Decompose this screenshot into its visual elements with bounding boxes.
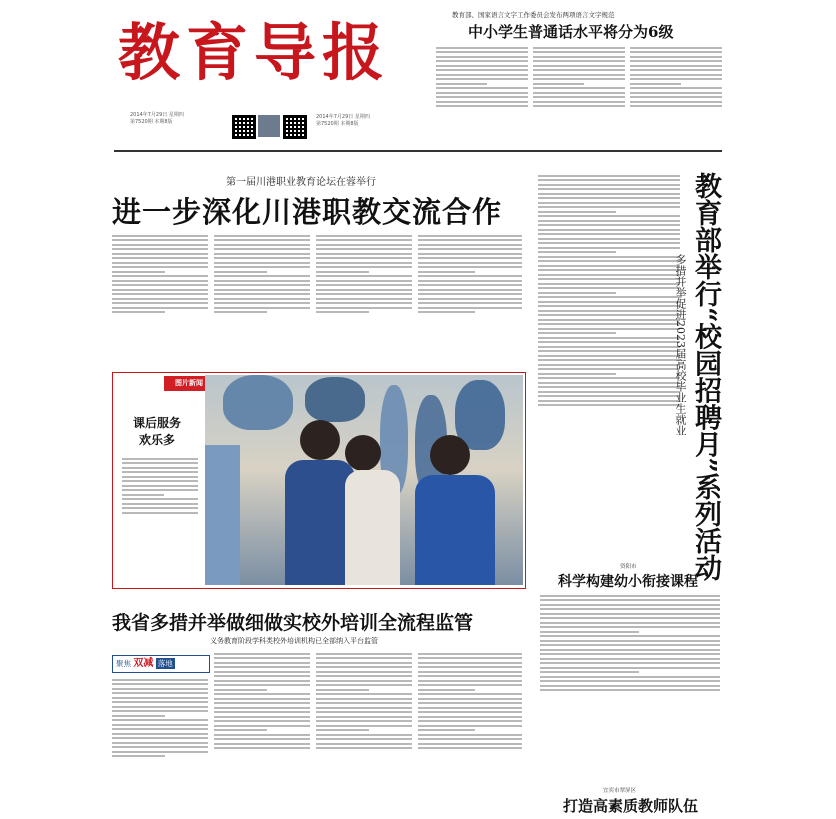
photo-news-badge: 图片新闻 [164,376,214,391]
logo-main: 双减 [133,658,154,669]
masthead-meta-line1: 2014年7月29日 星期四 [316,114,370,120]
main-story-headline: 进一步深化川港职教交流合作 [112,195,503,229]
student-body-2 [345,470,400,585]
double-reduction-logo [112,655,210,673]
student-head [300,420,340,460]
logo-post: 落地 [157,659,173,668]
edition-info-line1: 2014年7月29日 星期四 [130,112,184,118]
edition-info [130,112,220,126]
bottom-story-headline: 我省多措并举做细做实校外培训全流程监管 [112,612,474,634]
student-body-3 [415,475,495,585]
photo-news-caption [122,455,198,550]
logo-pre: 聚焦 [116,659,131,668]
main-story-col4 [418,232,522,360]
bottom-story-col1 [112,676,208,806]
photo-news-title-line2: 欢乐多 [138,433,175,447]
app-logo-icon [258,115,280,137]
edition-info-line2: 第7520期 本期8版 [130,119,173,126]
mid-right-headline: 科学构建幼小衔接课程 [558,574,698,590]
main-story-kicker: 第一届川港职业教育论坛在蓉举行 [226,177,376,188]
photo-news-image [205,375,523,585]
top-right-text-col3 [630,44,722,144]
qr-code-icon [232,115,256,139]
top-right-text-col2 [533,44,625,144]
mid-right-text [540,592,720,752]
masthead-title: 教育导报 [118,16,391,89]
hanging-cloth-left [205,445,240,585]
mid-right-kicker: 资阳市 [620,564,637,570]
photo-news-title-line1: 课后服务 [132,416,181,430]
main-story-col1 [112,232,208,360]
bottom-story-col4 [418,650,522,806]
bottom-right-headline: 打造高素质教师队伍 [563,797,699,815]
bottom-story-col2 [214,650,310,806]
top-right-kicker: 教育部、国家语言文字工作委员会发布两项语言文字规范 [452,11,615,19]
right-story-headline: 教育部举行“校园招聘月”系列活动 [690,172,721,582]
bottom-story-subhead: 义务教育阶段学科类校外培训机构已全部纳入平台监管 [210,637,378,645]
top-right-headline: 中小学生普通话水平将分为6级 [468,23,674,41]
tie-dye-cloth [223,375,293,430]
bottom-right-kicker: 宜宾市翠屏区 [603,788,637,794]
main-story-col3 [316,232,412,360]
main-story-col2 [214,232,310,360]
masthead-meta-line2: 第7520期 本期8版 [316,121,359,128]
right-story-text [538,172,680,542]
bottom-story-col3 [316,650,412,806]
tie-dye-cloth-2 [305,377,365,422]
qr-code-icon-2 [283,115,307,139]
top-right-text-col1 [436,44,528,144]
right-story-subhead: 多措并举促进2023届高校毕业生就业 [674,254,687,436]
masthead-rule [114,150,722,152]
photo-news-title [124,415,190,449]
student-head-3 [430,435,470,475]
masthead-meta [316,114,416,128]
